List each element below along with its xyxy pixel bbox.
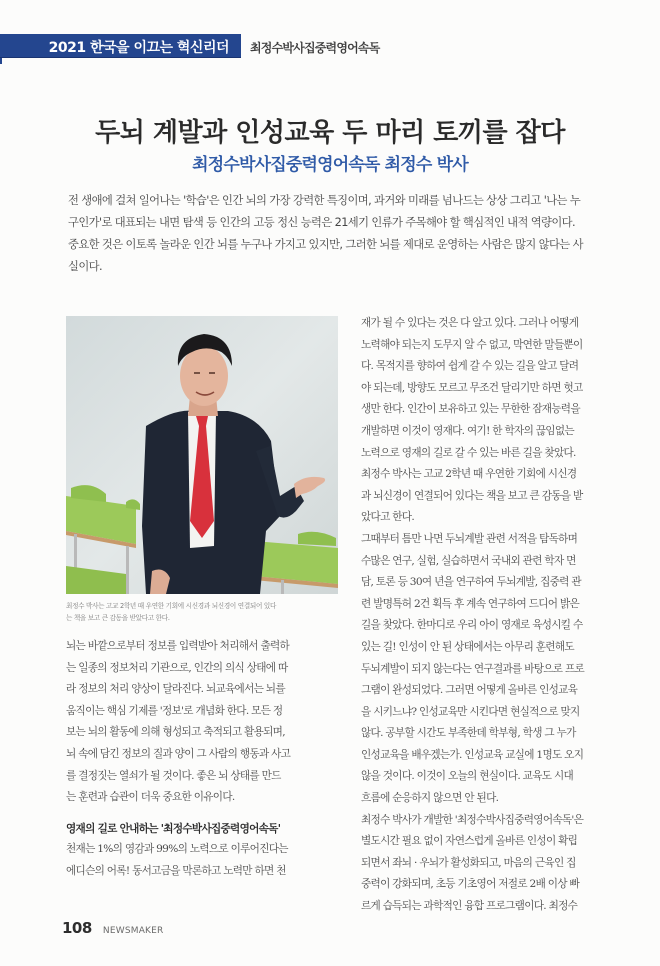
body-line: 라 정보의 처리 양상이 달라진다. 뇌교육에서는 뇌를 bbox=[66, 683, 285, 696]
caption-line: 최정수 박사는 고교 2학년 때 우연한 기회에 시신경과 뇌신경이 연결되어 있다 bbox=[66, 602, 277, 610]
magazine-name: NEWSMAKER bbox=[102, 926, 164, 936]
caption-line: 는 책을 보고 큰 감동을 받았다고 한다. bbox=[66, 614, 170, 622]
body-line: 다. 목적지를 향하여 쉽게 갈 수 있는 길을 알고 달려 bbox=[361, 360, 579, 373]
section-organization: 최정수박사집중력영어속독 bbox=[250, 41, 380, 55]
body-line: 개발하면 이것이 영재다. 여기! 한 학자의 끊임없는 bbox=[361, 424, 574, 437]
right-column-body bbox=[361, 313, 637, 918]
lead-line: 중요한 것은 이토록 놀라운 인간 뇌를 누구나 가지고 있지만, 그러한 뇌를 제대로 운영하는 사람은 많지 않다는 사 bbox=[68, 238, 583, 251]
body-line: 는 일종의 정보처리 기관으로, 인간의 의식 상태에 따 bbox=[66, 661, 288, 674]
section-header-band bbox=[0, 34, 241, 58]
body-line: 최정수 박사가 개발한 '최정수박사집중력영어속독'은 bbox=[361, 813, 584, 826]
page-footer bbox=[62, 918, 164, 940]
body-line: 인성교육을 배우겠는가. 인성교육 교실에 1명도 오지 bbox=[361, 748, 584, 761]
body-line: 담, 토론 등 30여 년을 연구하여 두뇌계발, 집중력 관 bbox=[361, 576, 581, 589]
section-header bbox=[0, 34, 660, 58]
body-line: 않을 것이다. 이것이 오늘의 현실이다. 교육도 시대 bbox=[361, 770, 574, 783]
body-line: 뇌는 바깥으로부터 정보를 입력받아 처리해서 출력하 bbox=[66, 640, 290, 652]
lead-paragraph bbox=[68, 190, 616, 278]
body-line: 중력이 강화되며, 초등 기초영어 저절로 2배 이상 빠 bbox=[361, 878, 580, 891]
body-line: 르게 습득되는 과학적인 융합 프로그램이다. 최정수 bbox=[361, 900, 578, 913]
article-subhead: 최정수박사집중력영어속독 최정수 박사 bbox=[192, 155, 468, 175]
body-line: 그램이 완성되었다. 그러면 어떻게 올바른 인성교육 bbox=[361, 684, 578, 697]
body-line: 되면서 좌뇌 · 우뇌가 활성화되고, 마음의 근육인 집 bbox=[361, 856, 576, 869]
lead-line: 구인가'로 대표되는 내면 탐색 등 인간의 고등 정신 능력은 21세기 인류가 주목해야 할 핵심적인 내적 역량이다. bbox=[68, 216, 575, 229]
body-line: 별도시간 필요 없이 자연스럽게 올바른 인성이 확립 bbox=[361, 835, 578, 848]
section-heading: 영재의 길로 안내하는 '최정수박사집중력영어속독' bbox=[66, 823, 281, 835]
body-line: 야 되는데, 방향도 모르고 무조건 달리기만 하면 헛고 bbox=[361, 381, 583, 394]
body-line: 두뇌계발이 되지 않는다는 연구결과를 바탕으로 프로 bbox=[361, 662, 585, 675]
body-line: 있는 길! 인성이 안 된 상태에서는 아무리 훈련해도 bbox=[361, 640, 574, 653]
body-line: 최정수 박사는 고교 2학년 때 우연한 기회에 시신경 bbox=[361, 468, 577, 481]
body-line: 천재는 1%의 영감과 99%의 노력으로 이루어진다는 bbox=[66, 843, 288, 855]
body-line: 흐름에 순응하지 않으면 안 된다. bbox=[361, 792, 499, 805]
body-line: 련 발명특허 2건 획득 후 계속 연구하여 드디어 밝은 bbox=[361, 597, 580, 610]
body-line: 보는 뇌의 활동에 의해 형성되고 축적되고 활용되며, bbox=[66, 726, 285, 739]
portrait-illustration bbox=[66, 316, 338, 594]
body-line: 않다. 공부할 시간도 부족한데 학부형, 학생 그 누가 bbox=[361, 727, 576, 740]
body-line: 그때부터 틈만 나면 두뇌계발 관련 서적을 탐독하며 bbox=[361, 532, 578, 545]
body-line: 재가 될 수 있다는 것은 다 알고 있다. 그러나 어떻게 bbox=[361, 317, 579, 329]
body-line: 수많은 연구, 실험, 실습하면서 국내외 관련 학자 면 bbox=[361, 554, 576, 567]
body-line: 노력해야 되는지 도무지 알 수 없고, 막연한 말들뿐이 bbox=[361, 338, 583, 351]
left-column-body-2 bbox=[66, 839, 340, 882]
body-line: 노력으로 영재의 길로 갈 수 있는 바른 길을 찾았다. bbox=[361, 446, 576, 459]
body-line: 생만 한다. 인간이 보유하고 있는 무한한 잠재능력을 bbox=[361, 403, 580, 416]
left-column-body bbox=[66, 636, 340, 809]
series-title: 2021 한국을 이끄는 혁신리더 bbox=[48, 40, 229, 56]
body-line: 았다고 한다. bbox=[361, 511, 415, 524]
body-line: 를 결정짓는 열쇠가 될 것이다. 좋은 뇌 상태를 만드 bbox=[66, 769, 281, 782]
body-line: 과 뇌신경이 연결되어 있다는 책을 보고 큰 감동을 받 bbox=[361, 489, 583, 502]
body-line: 움직이는 핵심 기제를 '정보'로 개념화 한다. 모든 정 bbox=[66, 704, 283, 717]
page-number: 108 bbox=[62, 919, 92, 937]
photo-caption bbox=[66, 600, 342, 624]
lead-line: 전 생애에 걸쳐 일어나는 '학습'은 인간 뇌의 가장 강력한 특징이며, 과거와 미래를 넘나드는 상상 그리고 '나는 누 bbox=[68, 194, 581, 207]
body-line: 뇌 속에 담긴 정보의 질과 양이 그 사람의 행동과 사고 bbox=[66, 747, 291, 760]
body-line: 길을 찾았다. 한마디로 우리 아이 영재로 육성시킬 수 bbox=[361, 619, 583, 632]
article-headline: 두뇌 계발과 인성교육 두 마리 토끼를 잡다 bbox=[95, 118, 565, 148]
portrait-photo bbox=[66, 316, 338, 594]
section-header-edge bbox=[0, 58, 2, 64]
lead-line: 실이다. bbox=[68, 260, 102, 273]
body-line: 에디슨의 어록! 동서고금을 막론하고 노력만 하면 천 bbox=[66, 864, 286, 877]
body-line: 을 시키느냐? 인성교육만 시킨다면 현실적으로 맞지 bbox=[361, 705, 580, 718]
body-line: 는 훈련과 습관이 더욱 중요한 이유이다. bbox=[66, 791, 235, 804]
